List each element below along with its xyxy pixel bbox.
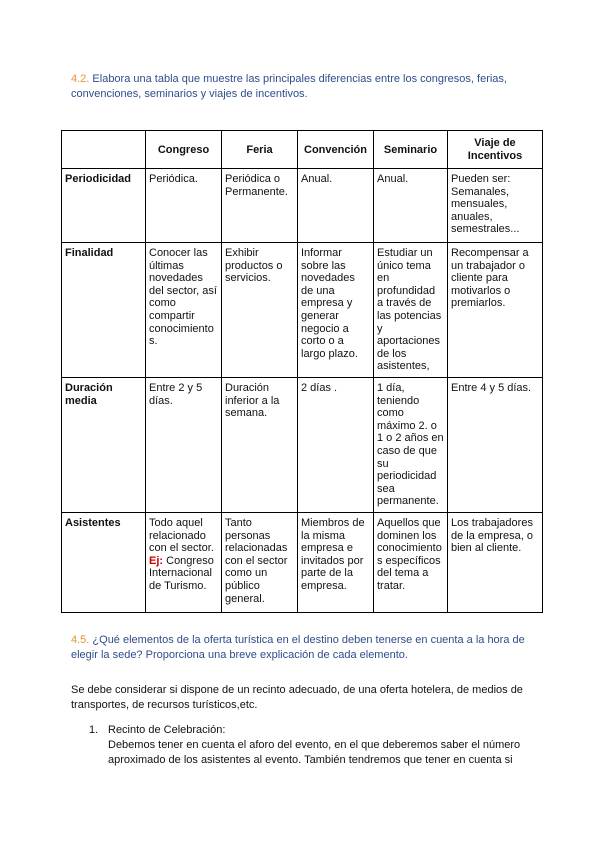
header-cell [62, 131, 146, 169]
table-cell: Entre 2 y 5 días. [146, 378, 222, 513]
row-label: Asistentes [62, 513, 146, 613]
header-cell: Seminario [374, 131, 448, 169]
list-item-title: Recinto de Celebración: [108, 724, 226, 736]
row-label: Finalidad [62, 243, 146, 378]
question-number: 4.2. [71, 73, 90, 85]
differences-table [61, 130, 543, 613]
table-cell: Tanto personas relacionadas con el sector como un público general. [222, 513, 298, 613]
question-4-2 [71, 72, 531, 102]
example-label: Ej: [149, 554, 164, 567]
table-cell: Periódica. [146, 169, 222, 243]
table-row [62, 513, 543, 613]
table-cell: 2 días . [298, 378, 374, 513]
table-cell: Anual. [374, 169, 448, 243]
table-row [62, 378, 543, 513]
table-cell: Los trabajadores de la empresa, o bien al cliente. [448, 513, 543, 613]
table-cell: Recompensar a un trabajador o cliente para motivarlos o premiarlos. [448, 243, 543, 378]
question-4-5 [71, 633, 541, 663]
table-cell: Miembros de la misma empresa e invitados por parte de la empresa. [298, 513, 374, 613]
table-cell: Conocer las últimas novedades del sector, así como compartir conocimientos. [146, 243, 222, 378]
table-row [62, 243, 543, 378]
table-cell: Anual. [298, 169, 374, 243]
row-label: Periodicidad [62, 169, 146, 243]
table-cell [146, 513, 222, 613]
header-cell: Congreso [146, 131, 222, 169]
table-cell: Periódica o Permanente. [222, 169, 298, 243]
table-cell: 1 día, teniendo como máximo 2. o 1 o 2 años en caso de que su periodicidad sea permanente. [374, 378, 448, 513]
header-cell: Viaje de Incentivos [448, 131, 543, 169]
question-number: 4.5. [71, 634, 90, 646]
row-label: Duración media [62, 378, 146, 513]
list-item-body: Debemos tener en cuenta el aforo del evento, en el que deberemos saber el número aproximado de los asistentes al evento. También tendremos que tener en cuenta si [108, 739, 521, 766]
table-cell: Estudiar un único tema en profundidad a través de las potencias y aportaciones de los asistentes, [374, 243, 448, 378]
table-cell: Informar sobre las novedades de una empresa y generar negocio a corto o a largo plazo. [298, 243, 374, 378]
list-marker: 1. [89, 724, 99, 736]
answer-paragraph: Se debe considerar si dispone de un recinto adecuado, de una oferta hotelera, de medios de transportes, de recursos turísticos,etc. [71, 684, 523, 711]
question-text: ¿Qué elementos de la oferta turística en el destino deben tenerse en cuenta a la hora de elegir la sede? Proporciona una breve explicación de cada elemento. [71, 634, 525, 661]
question-text: Elabora una tabla que muestre las principales diferencias entre los congresos, ferias, convenciones, seminarios y viajes de incentivos. [71, 73, 507, 100]
table-header-row [62, 131, 543, 169]
table-cell: Aquellos que dominen los conocimientos específicos del tema a tratar. [374, 513, 448, 613]
example-text: Congreso Internacional de Turismo. [149, 554, 214, 592]
header-cell: Convención [298, 131, 374, 169]
table-cell: Entre 4 y 5 días. [448, 378, 543, 513]
table-cell: Exhibir productos o servicios. [222, 243, 298, 378]
table-cell: Pueden ser: Semanales, mensuales, anuales, semestrales... [448, 169, 543, 243]
cell-text: Todo aquel relacionado con el sector. [149, 517, 214, 555]
table-row [62, 169, 543, 243]
table-cell: Duración inferior a la semana. [222, 378, 298, 513]
header-cell: Feria [222, 131, 298, 169]
